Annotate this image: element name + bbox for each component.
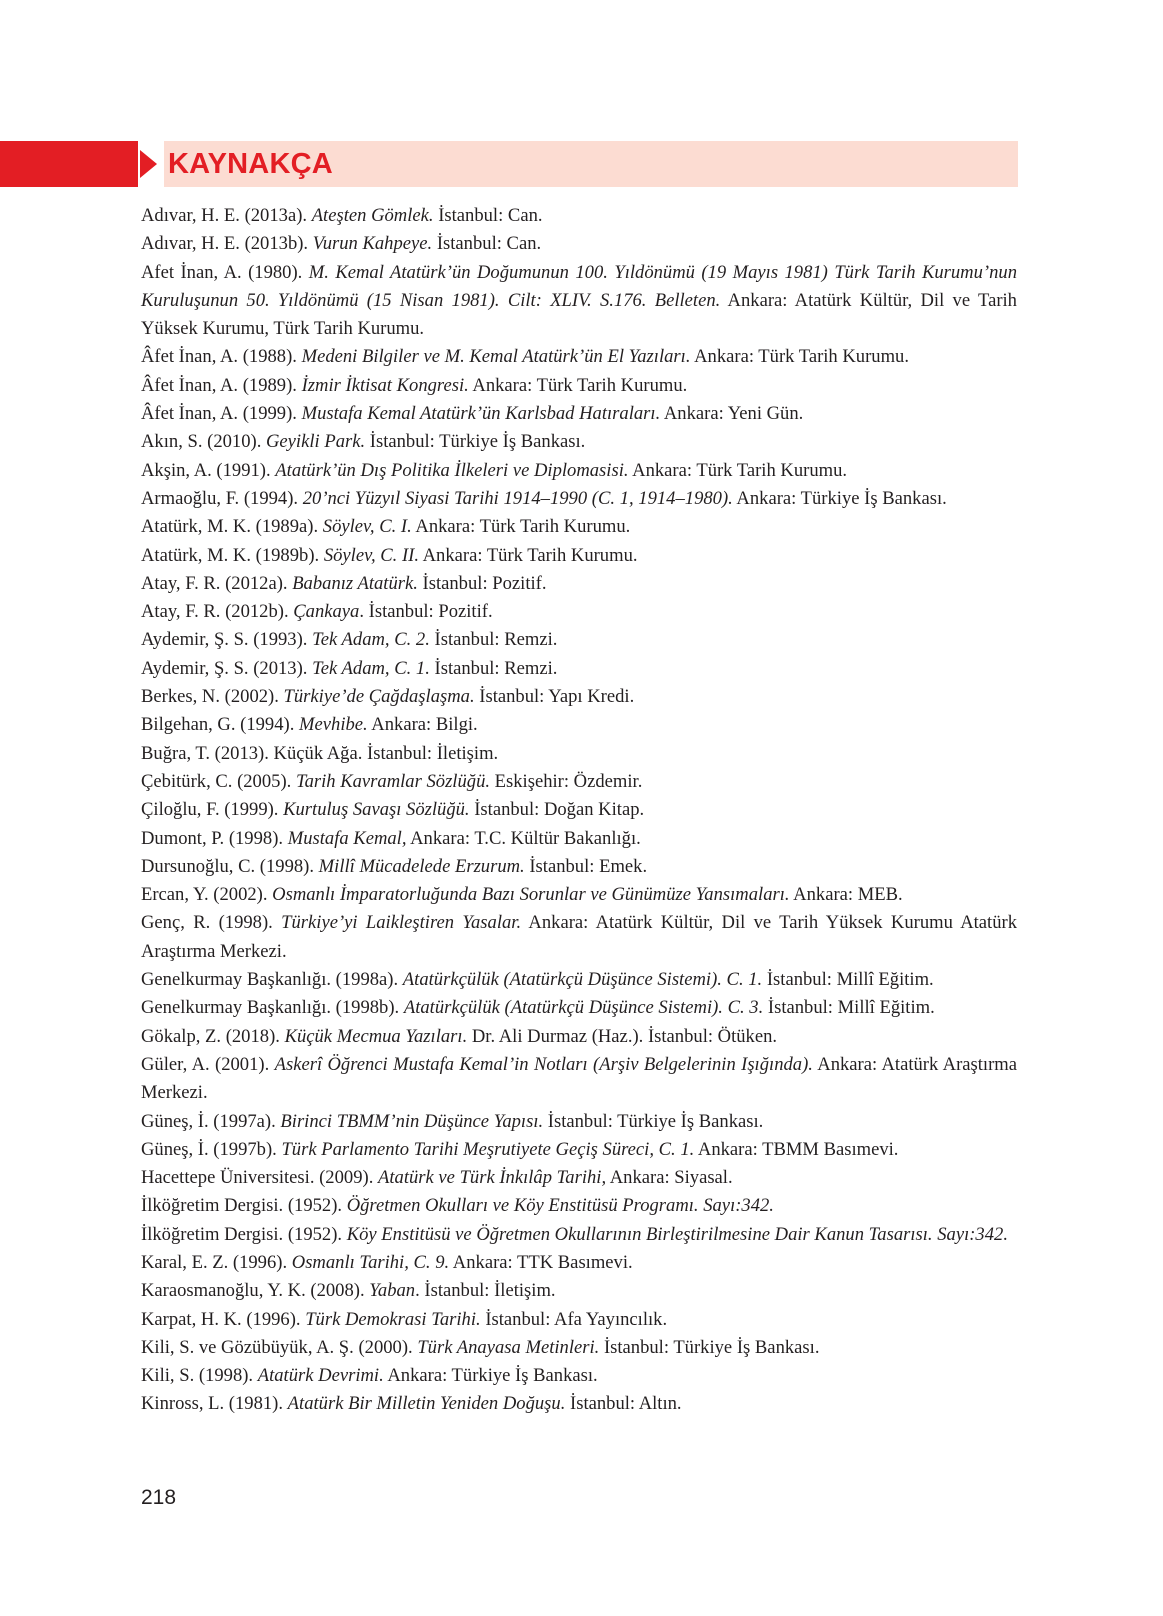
reference-entry xyxy=(141,1390,1017,1418)
reference-title: Askerî Öğrenci Mustafa Kemal’in Notları (Arşiv Belgelerinin Işığında). xyxy=(274,1053,813,1075)
reference-entry xyxy=(141,711,1017,739)
reference-author-year: Güler, A. (2001). xyxy=(141,1053,275,1075)
reference-publisher: . İstanbul: Pozitif. xyxy=(359,601,493,623)
reference-entry xyxy=(141,1192,1017,1220)
reference-entry xyxy=(141,1362,1017,1390)
reference-entry xyxy=(141,626,1017,654)
reference-author-year: Dumont, P. (1998). xyxy=(141,827,288,849)
reference-publisher: İstanbul: Türkiye İş Bankası. xyxy=(365,431,586,453)
reference-author-year: Atay, F. R. (2012a). xyxy=(141,572,293,594)
reference-publisher: Ankara: Türk Tarih Kurumu. xyxy=(468,374,688,396)
reference-entry xyxy=(141,259,1017,344)
reference-author-year: Kili, S. (1998). xyxy=(141,1365,258,1387)
reference-publisher: Ankara: TBMM Basımevi. xyxy=(694,1138,899,1160)
reference-entry xyxy=(141,372,1017,400)
reference-title: Mevhibe. xyxy=(299,714,368,736)
reference-title: Atatürk’ün Dış Politika İlkeleri ve Diplomasisi. xyxy=(275,459,629,481)
reference-entry xyxy=(141,994,1017,1022)
reference-entry xyxy=(141,909,1017,966)
reference-publisher: Dr. Ali Durmaz (Haz.). İstanbul: Ötüken. xyxy=(467,1025,778,1047)
reference-author-year: Berkes, N. (2002). xyxy=(141,686,284,708)
reference-author-year: Âfet İnan, A. (1989). xyxy=(141,374,302,396)
reference-publisher: Ankara: Atatürk Araştırma Merkezi. xyxy=(141,1053,1017,1104)
reference-publisher: Eskişehir: Özdemir. xyxy=(490,770,643,792)
reference-entry xyxy=(141,230,1017,258)
reference-author-year: Genç, R. (1998). xyxy=(141,912,282,934)
reference-author-year: Âfet İnan, A. (1999). xyxy=(141,403,302,425)
reference-author-year: Güneş, İ. (1997b). xyxy=(141,1138,282,1160)
reference-title: Osmanlı Tarihi, C. 9. xyxy=(291,1251,450,1273)
reference-title: Medeni Bilgiler ve M. Kemal Atatürk’ün El Yazıları. xyxy=(301,346,691,368)
reference-publisher: Ankara: Türkiye İş Bankası. xyxy=(732,487,947,509)
reference-publisher: İstanbul: Can. xyxy=(432,233,542,255)
reference-title: Yaban xyxy=(369,1280,416,1302)
reference-title: Çankaya xyxy=(293,601,360,623)
reference-author-year: Adıvar, H. E. (2013b). xyxy=(141,233,313,255)
reference-author-year: Buğra, T. (2013). Küçük Ağa. İstanbul: İletişim. xyxy=(141,742,499,764)
reference-entry xyxy=(141,1023,1017,1051)
reference-author-year: Âfet İnan, A. (1988). xyxy=(141,346,302,368)
reference-author-year: Çiloğlu, F. (1999). xyxy=(141,799,284,821)
reference-publisher: . İstanbul: İletişim. xyxy=(415,1280,556,1302)
reference-publisher: İstanbul: Doğan Kitap. xyxy=(469,799,645,821)
reference-author-year: Güneş, İ. (1997a). xyxy=(141,1110,281,1132)
reference-publisher: Ankara: Siyasal. xyxy=(606,1167,733,1189)
reference-title: Köy Enstitüsü ve Öğretmen Okullarının Birleştirilmesine Dair Kanun Tasarısı. Sayı:342. xyxy=(346,1223,1008,1245)
reference-author-year: Akşin, A. (1991). xyxy=(141,459,276,481)
reference-publisher: İstanbul: Yapı Kredi. xyxy=(474,686,635,708)
reference-author-year: Karpat, H. K. (1996). xyxy=(141,1308,306,1330)
reference-title: Tarih Kavramlar Sözlüğü. xyxy=(295,770,491,792)
reference-title: Tek Adam, C. 1. xyxy=(312,657,430,679)
reference-publisher: İstanbul: Remzi. xyxy=(429,657,558,679)
reference-entry xyxy=(141,485,1017,513)
reference-publisher: İstanbul: Millî Eğitim. xyxy=(762,969,934,991)
reference-title: Kurtuluş Savaşı Sözlüğü. xyxy=(283,799,470,821)
reference-author-year: İlköğretim Dergisi. (1952). xyxy=(141,1223,347,1245)
reference-author-year: İlköğretim Dergisi. (1952). xyxy=(141,1195,347,1217)
reference-publisher: Ankara: Türkiye İş Bankası. xyxy=(383,1365,598,1387)
reference-entry xyxy=(141,768,1017,796)
reference-author-year: Karaosmanoğlu, Y. K. (2008). xyxy=(141,1280,370,1302)
reference-publisher: Ankara: Türk Tarih Kurumu. xyxy=(419,544,638,566)
reference-author-year: Dursunoğlu, C. (1998). xyxy=(141,855,319,877)
reference-title: Mustafa Kemal Atatürk’ün Karlsbad Hatıraları. xyxy=(301,403,661,425)
reference-author-year: Genelkurmay Başkanlığı. (1998a). xyxy=(141,969,403,991)
reference-author-year: Kili, S. ve Gözübüyük, A. Ş. (2000). xyxy=(141,1336,418,1358)
reference-entry xyxy=(141,655,1017,683)
reference-entry xyxy=(141,881,1017,909)
reference-entry xyxy=(141,740,1017,768)
reference-author-year: Atatürk, M. K. (1989a). xyxy=(141,516,323,538)
reference-publisher: İstanbul: Remzi. xyxy=(429,629,558,651)
reference-publisher: Ankara: Türk Tarih Kurumu. xyxy=(690,346,909,368)
reference-title: Türkiye’de Çağdaşlaşma. xyxy=(283,686,475,708)
reference-publisher: İstanbul: Afa Yayıncılık. xyxy=(480,1308,668,1330)
reference-entry xyxy=(141,513,1017,541)
reference-title: Küçük Mecmua Yazıları. xyxy=(284,1025,468,1047)
reference-entry xyxy=(141,1249,1017,1277)
reference-author-year: Adıvar, H. E. (2013a). xyxy=(141,205,312,226)
reference-publisher: Ankara: TTK Basımevi. xyxy=(449,1251,633,1273)
reference-publisher: İstanbul: Millî Eğitim. xyxy=(763,997,935,1019)
reference-entry xyxy=(141,1136,1017,1164)
reference-title: Atatürkçülük (Atatürkçü Düşünce Sistemi). C. 3. xyxy=(403,997,764,1019)
reference-entry xyxy=(141,542,1017,570)
reference-entry xyxy=(141,1306,1017,1334)
reference-title: Mustafa Kemal, xyxy=(287,827,407,849)
reference-title: Söylev, C. I. xyxy=(322,516,412,538)
reference-entry xyxy=(141,202,1017,230)
reference-entry xyxy=(141,428,1017,456)
reference-title: İzmir İktisat Kongresi. xyxy=(301,374,469,396)
reference-entry xyxy=(141,343,1017,371)
reference-publisher: İstanbul: Türkiye İş Bankası. xyxy=(599,1336,820,1358)
reference-author-year: Akın, S. (2010). xyxy=(141,431,266,453)
header-red-block xyxy=(0,141,138,187)
reference-author-year: Hacettepe Üniversitesi. (2009). xyxy=(141,1167,378,1189)
reference-author-year: Aydemir, Ş. S. (1993). xyxy=(141,629,313,651)
reference-publisher: Ankara: Atatürk Kültür, Dil ve Tarih Yüksek Kurumu Atatürk Araştırma Merkezi. xyxy=(141,912,1017,962)
reference-title: Geyikli Park. xyxy=(266,431,366,453)
reference-author-year: Aydemir, Ş. S. (2013). xyxy=(141,657,313,679)
page-number: 218 xyxy=(141,1486,177,1509)
reference-publisher: İstanbul: Emek. xyxy=(524,855,648,877)
reference-title: Öğretmen Okulları ve Köy Enstitüsü Programı. Sayı:342. xyxy=(346,1195,774,1217)
reference-publisher: Ankara: Türk Tarih Kurumu. xyxy=(411,516,631,538)
reference-entry xyxy=(141,1108,1017,1136)
reference-entry xyxy=(141,400,1017,428)
reference-entry xyxy=(141,1221,1017,1249)
reference-title: M. Kemal Atatürk’ün Doğumunun 100. Yıldönümü (19 Mayıs 1981) Türk Tarih Kurumu’nun Kuruluşunun 50. Yıldönümü (15 Nisan 1981). Cilt: XLIV. S.176. Belleten. xyxy=(141,261,1017,311)
reference-author-year: Afet İnan, A. (1980). xyxy=(141,261,309,283)
reference-author-year: Atay, F. R. (2012b). xyxy=(141,601,294,623)
reference-author-year: Çebitürk, C. (2005). xyxy=(141,770,296,792)
reference-author-year: Bilgehan, G. (1994). xyxy=(141,714,300,736)
reference-title: Atatürkçülük (Atatürkçü Düşünce Sistemi). C. 1. xyxy=(402,969,763,991)
reference-author-year: Genelkurmay Başkanlığı. (1998b). xyxy=(141,997,404,1019)
reference-publisher: İstanbul: Can. xyxy=(433,205,543,226)
reference-title: Millî Mücadelede Erzurum. xyxy=(318,855,525,877)
reference-title: Vurun Kahpeye. xyxy=(312,233,433,255)
reference-author-year: Ercan, Y. (2002). xyxy=(141,884,273,906)
reference-entry xyxy=(141,966,1017,994)
reference-entry xyxy=(141,1277,1017,1305)
reference-title: Türk Anayasa Metinleri. xyxy=(417,1336,600,1358)
reference-publisher: İstanbul: Türkiye İş Bankası. xyxy=(543,1110,764,1132)
reference-title: Atatürk Devrimi. xyxy=(257,1365,384,1387)
reference-entry xyxy=(141,457,1017,485)
reference-entry xyxy=(141,1334,1017,1362)
reference-publisher: Ankara: Atatürk Kültür, Dil ve Tarih Yüksek Kurumu, Türk Tarih Kurumu. xyxy=(141,289,1017,340)
reference-publisher: Ankara: T.C. Kültür Bakanlığı. xyxy=(406,827,641,849)
reference-entry xyxy=(141,1051,1017,1108)
section-header xyxy=(0,141,1018,187)
reference-publisher: Ankara: Bilgi. xyxy=(367,714,478,736)
reference-entry xyxy=(141,1164,1017,1192)
reference-author-year: Kinross, L. (1981). xyxy=(141,1393,288,1415)
reference-entry xyxy=(141,825,1017,853)
reference-title: Babanız Atatürk. xyxy=(292,572,418,594)
reference-publisher: Ankara: MEB. xyxy=(789,884,903,906)
reference-title: Atatürk ve Türk İnkılâp Tarihi, xyxy=(378,1167,607,1189)
reference-entry xyxy=(141,853,1017,881)
reference-title: Türkiye’yi Laikleştiren Yasalar. xyxy=(281,912,522,934)
reference-title: 20’nci Yüzyıl Siyasi Tarihi 1914–1990 (C. 1, 1914–1980). xyxy=(302,487,733,509)
reference-publisher: İstanbul: Altın. xyxy=(565,1393,682,1415)
section-title: KAYNAKÇA xyxy=(168,148,333,180)
reference-title: Tek Adam, C. 2. xyxy=(312,629,430,651)
reference-title: Türk Demokrasi Tarihi. xyxy=(305,1308,481,1330)
reference-publisher: Ankara: Türk Tarih Kurumu. xyxy=(628,459,848,481)
reference-author-year: Atatürk, M. K. (1989b). xyxy=(141,544,324,566)
reference-author-year: Karal, E. Z. (1996). xyxy=(141,1251,292,1273)
reference-entry xyxy=(141,796,1017,824)
reference-title: Ateşten Gömlek. xyxy=(311,205,434,226)
reference-title: Türk Parlamento Tarihi Meşrutiyete Geçiş Süreci, C. 1. xyxy=(281,1138,695,1160)
reference-author-year: Armaoğlu, F. (1994). xyxy=(141,487,303,509)
reference-title: Birinci TBMM’nin Düşünce Yapısı. xyxy=(280,1110,544,1132)
header-arrow-icon xyxy=(140,150,157,178)
reference-entry xyxy=(141,598,1017,626)
reference-title: Atatürk Bir Milletin Yeniden Doğuşu. xyxy=(287,1393,566,1415)
reference-publisher: Ankara: Yeni Gün. xyxy=(660,403,804,425)
reference-publisher: İstanbul: Pozitif. xyxy=(417,572,547,594)
reference-list xyxy=(141,202,1017,1419)
reference-entry xyxy=(141,570,1017,598)
reference-title: Söylev, C. II. xyxy=(323,544,419,566)
reference-author-year: Gökalp, Z. (2018). xyxy=(141,1025,285,1047)
reference-entry xyxy=(141,683,1017,711)
reference-title: Osmanlı İmparatorluğunda Bazı Sorunlar ve Günümüze Yansımaları. xyxy=(272,884,790,906)
